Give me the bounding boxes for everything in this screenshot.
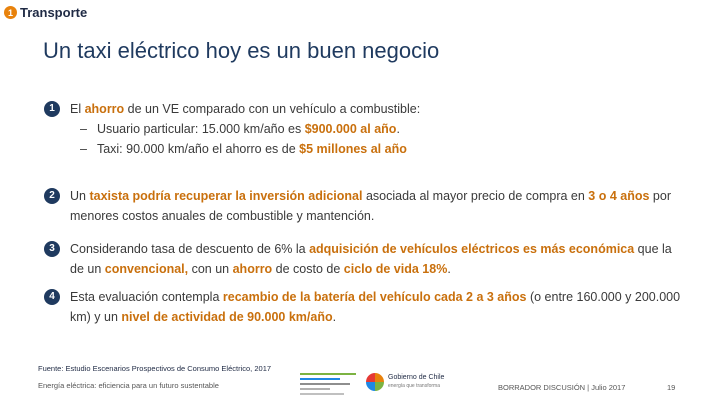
highlight-text: ahorro: [84, 102, 125, 116]
draft-label: BORRADOR DISCUSIÓN | Julio 2017: [498, 383, 626, 392]
page-number: 19: [667, 383, 676, 392]
text-run: Un: [70, 189, 90, 203]
text-run: .: [447, 262, 451, 276]
text-run: Usuario particular: 15.000 km/año es: [96, 122, 305, 136]
text-run: Taxi: 90.000 km/año el ahorro es de: [96, 142, 300, 156]
text-run: (o entre 160.000 y 200.000 km) y un: [70, 290, 681, 324]
partner-logo: [298, 369, 358, 401]
bullet-item-2: [44, 186, 684, 226]
dash-marker: –: [80, 122, 87, 136]
text-run: con un: [188, 262, 233, 276]
logo-emblem-icon: [366, 373, 384, 391]
bullet-text-4: [70, 287, 684, 327]
bullet-item-4: [44, 287, 684, 327]
text-run: de costo de: [272, 262, 344, 276]
text-run: Considerando tasa de descuento de 6% la: [70, 242, 310, 256]
text-run: Esta evaluación contempla: [70, 290, 223, 304]
highlight-text: adquisición de vehículos eléctricos es más económica: [309, 242, 635, 256]
text-run: El: [70, 102, 85, 116]
logo-line-1: Gobierno de Chile: [388, 374, 445, 381]
section-number-badge: 1: [4, 6, 17, 19]
section-label: Transporte: [20, 5, 88, 20]
gobierno-logo: [366, 373, 444, 391]
bullet-number-3: 3: [44, 241, 60, 257]
highlight-text: recambio de la batería del vehículo cada 2 a 3 años: [222, 290, 527, 304]
highlight-text: ahorro: [232, 262, 273, 276]
source-note: Fuente: Estudio Escenarios Prospectivos de Consumo Eléctrico, 2017: [38, 364, 272, 373]
text-run: .: [396, 122, 400, 136]
highlight-text: convencional,: [104, 262, 189, 276]
section-tag: [4, 5, 87, 20]
text-run: asociada al mayor precio de compra en: [362, 189, 589, 203]
footer-subtitle: Energía eléctrica: eficiencia para un futuro sustentable: [38, 381, 219, 390]
sub-bullet-2: [70, 139, 420, 159]
bullet-item-1: [44, 99, 420, 159]
bullet-text-1: [70, 99, 420, 159]
text-run: que la de un: [70, 242, 672, 276]
logo-line-2: energía que transforma: [388, 383, 440, 389]
highlight-text: $5 millones al año: [299, 142, 407, 156]
text-run: por menores costos anuales de combustible y mantención.: [70, 189, 671, 223]
dash-marker: –: [80, 142, 87, 156]
highlight-text: nivel de actividad de 90.000 km/año: [121, 310, 333, 324]
bullet-text-3: [70, 239, 684, 279]
text-run: de un VE comparado con un vehículo a combustible:: [124, 102, 421, 116]
bullet-item-3: [44, 239, 684, 279]
highlight-text: ciclo de vida 18%: [343, 262, 448, 276]
highlight-text: 3 o 4 años: [588, 189, 650, 203]
highlight-text: taxista podría recuperar la inversión adicional: [89, 189, 363, 203]
sub-bullet-1: [70, 119, 420, 139]
slide-title: Un taxi eléctrico hoy es un buen negocio: [43, 38, 440, 63]
bullet-text-2: [70, 186, 684, 226]
text-run: .: [332, 310, 337, 324]
bullet-number-1: 1: [44, 101, 60, 117]
highlight-text: $900.000 al año: [304, 122, 397, 136]
bullet-number-2: 2: [44, 188, 60, 204]
bullet-number-4: 4: [44, 289, 60, 305]
